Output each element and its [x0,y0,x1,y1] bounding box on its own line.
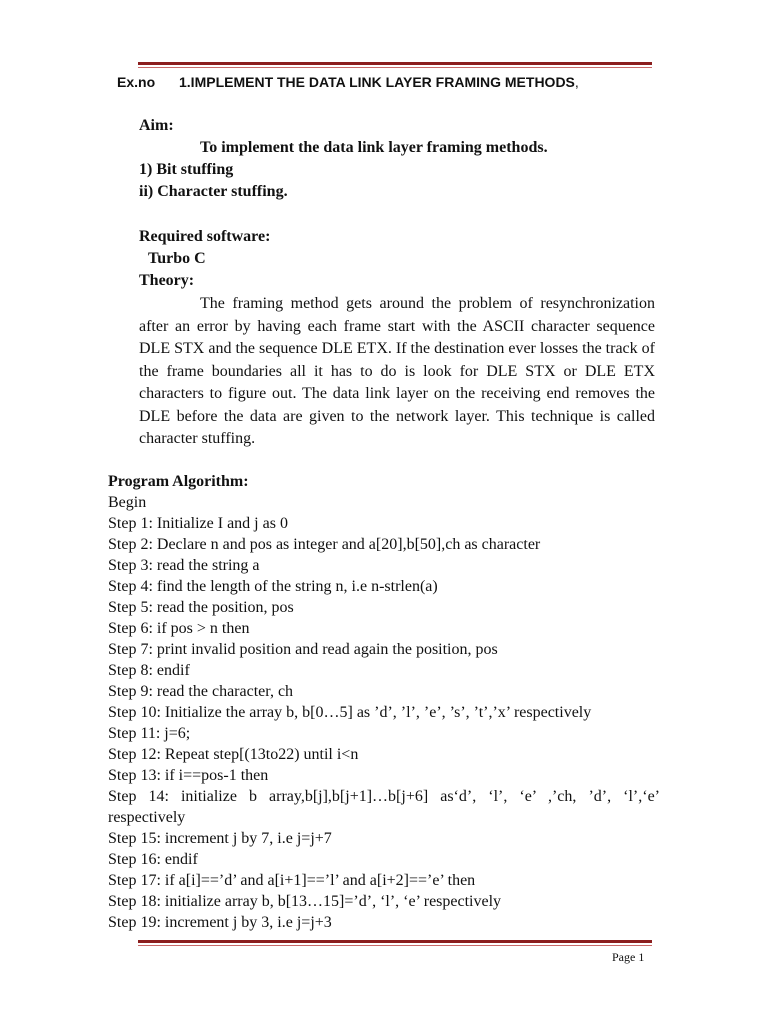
algorithm-heading: Program Algorithm: [108,473,249,490]
algorithm-step: Step 18: initialize array b, b[13…15]=’d’, ‘l’, ‘e’ respectively [108,893,502,910]
exercise-title-suffix: , [574,74,579,90]
software-value: Turbo C [148,250,206,267]
exercise-number-label: Ex.no [117,74,156,90]
algorithm-begin: Begin [108,494,147,511]
aim-item-bit-stuffing: 1) Bit stuffing [139,161,234,178]
algorithm-step: Step 14: initialize b array,b[j],b[j+1]…b[j+6] as‘d’, ‘l’, ‘e’ ,’ch, ’d’, ‘l’,‘e’ [108,788,660,805]
algorithm-step: Step 9: read the character, ch [108,683,294,700]
algorithm-step: Step 8: endif [108,662,190,679]
software-heading: Required software: [139,228,271,245]
algorithm-step: Step 10: Initialize the array b, b[0…5] as ’d’, ’l’, ’e’, ’s’, ’t’,’x’ respectively [108,704,592,721]
algorithm-step: Step 3: read the string a [108,557,260,574]
algorithm-step: Step 7: print invalid position and read again the position, pos [108,641,498,658]
algorithm-step: Step 5: read the position, pos [108,599,294,616]
header-rule [138,62,652,68]
algorithm-step: Step 17: if a[i]==’d’ and a[i+1]==’l’ and a[i+2]==’e’ then [108,872,476,889]
algorithm-step: Step 12: Repeat step[(13to22) until i<n [108,746,359,763]
algorithm-step: Step 2: Declare n and pos as integer and a[20],b[50],ch as character [108,536,541,553]
algorithm-step: Step 4: find the length of the string n, i.e n-strlen(a) [108,578,438,595]
algorithm-step: Step 16: endif [108,851,198,868]
theory-heading: Theory: [139,272,195,289]
aim-statement: To implement the data link layer framing methods. [200,139,548,156]
algorithm-section [108,471,660,933]
algorithm-step: Step 19: increment j by 3, i.e j=j+3 [108,914,332,931]
exercise-title: 1.IMPLEMENT THE DATA LINK LAYER FRAMING METHODS [179,74,575,90]
theory-section [139,293,655,451]
aim-item-character-stuffing: ii) Character stuffing. [139,183,288,200]
algorithm-step: Step 15: increment j by 7, i.e j=j+7 [108,830,332,847]
algorithm-step-continuation: respectively [108,809,186,826]
aim-heading: Aim: [139,117,174,134]
algorithm-step: Step 1: Initialize I and j as 0 [108,515,288,532]
page-number: Page 1 [612,950,645,964]
algorithm-step: Step 6: if pos > n then [108,620,250,637]
footer-rule [138,940,652,946]
algorithm-step: Step 13: if i==pos-1 then [108,767,269,784]
page-header [117,74,579,90]
theory-paragraph: The framing method gets around the problem of resynchronization after an error by having each frame start with the ASCII character sequence DLE STX and the sequence DLE ETX. If the destination ever losses the track of the frame boundaries all it has to do is look for DLE STX or DLE ETX characters to figure out. The data link layer on the receiving end removes the DLE before the data are given to the network layer. This technique is called character stuffing. [139,295,655,447]
algorithm-step: Step 11: j=6; [108,725,191,742]
